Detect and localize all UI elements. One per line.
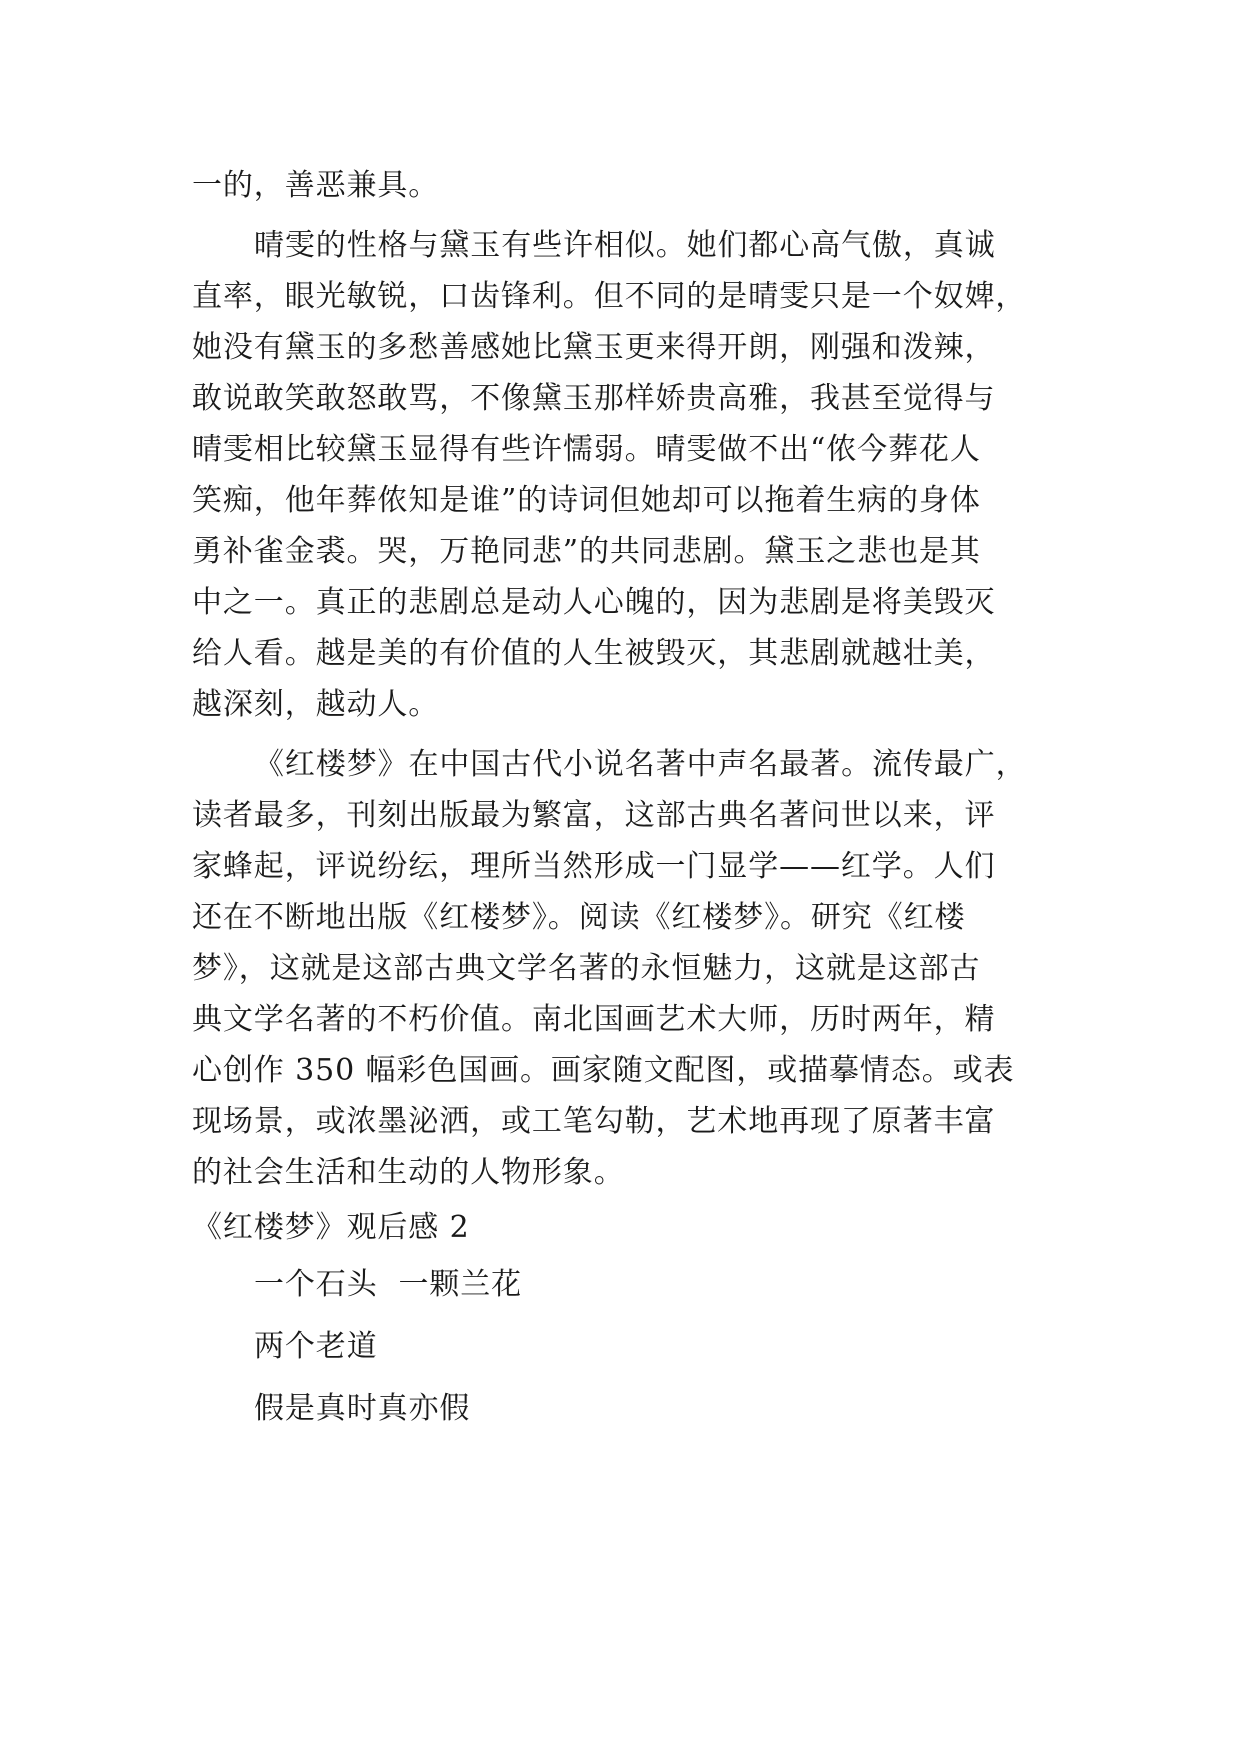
text-line: 勇补雀金裘。哭，万艳同悲”的共同悲剧。黛玉之悲也是其 (192, 534, 981, 569)
text-line: 读者最多，刊刻出版最为繁富，这部古典名著问世以来，评 (192, 798, 996, 833)
text-line: 越深刻，越动人。 (192, 687, 440, 722)
text-line: 晴雯相比较黛玉显得有些许懦弱。晴雯做不出“侬今葬花人 (192, 432, 981, 467)
text-line: 给人看。越是美的有价值的人生被毁灭，其悲剧就越壮美， (192, 636, 996, 671)
text-line: 家蜂起，评说纷纭，理所当然形成一门显学——红学。人们 (192, 849, 996, 884)
document-body (192, 160, 1062, 1445)
poem-line: 两个老道 (254, 1329, 378, 1364)
text-line: 直率，眼光敏锐，口齿锋利。但不同的是晴雯只是一个奴婢， (192, 279, 1027, 314)
poem-block (192, 1259, 1062, 1434)
paragraph-hongloumeng (192, 739, 1062, 1198)
poem-line: 假是真时真亦假 (254, 1391, 471, 1426)
text-line: 还在不断地出版《红楼梦》。阅读《红楼梦》。研究《红楼 (192, 900, 966, 935)
text-line: 笑痴，他年葬侬知是谁”的诗词但她却可以拖着生病的身体 (192, 483, 981, 518)
text-line: 现场景，或浓墨泌洒，或工笔勾勒，艺术地再现了原著丰富 (192, 1104, 996, 1139)
text-line: 晴雯的性格与黛玉有些许相似。她们都心高气傲，真诚 (254, 228, 996, 263)
text-line: 的社会生活和生动的人物形象。 (192, 1155, 625, 1190)
poem-line: 一个石头 一颗兰花 (254, 1267, 523, 1302)
paragraph-qingwen (192, 220, 1062, 730)
text-line: 梦》，这就是这部古典文学名著的永恒魅力，这就是这部古 (192, 951, 981, 986)
section-heading: 《红楼梦》观后感 2 (192, 1210, 470, 1245)
text-line: 敢说敢笑敢怒敢骂，不像黛玉那样娇贵高雅，我甚至觉得与 (192, 381, 996, 416)
paragraph-intro-tail (192, 160, 1062, 211)
text-line: 心创作 350 幅彩色国画。画家随文配图，或描摹情态。或表 (192, 1053, 1015, 1088)
text-line: 《红楼梦》在中国古代小说名著中声名最著。流传最广， (254, 747, 1027, 782)
text-line: 典文学名著的不朽价值。南北国画艺术大师，历时两年，精 (192, 1002, 996, 1037)
text-line: 一的，善恶兼具。 (192, 168, 440, 203)
text-line: 中之一。真正的悲剧总是动人心魄的，因为悲剧是将美毁灭 (192, 585, 996, 620)
text-line: 她没有黛玉的多愁善感她比黛玉更来得开朗，刚强和泼辣， (192, 330, 996, 365)
